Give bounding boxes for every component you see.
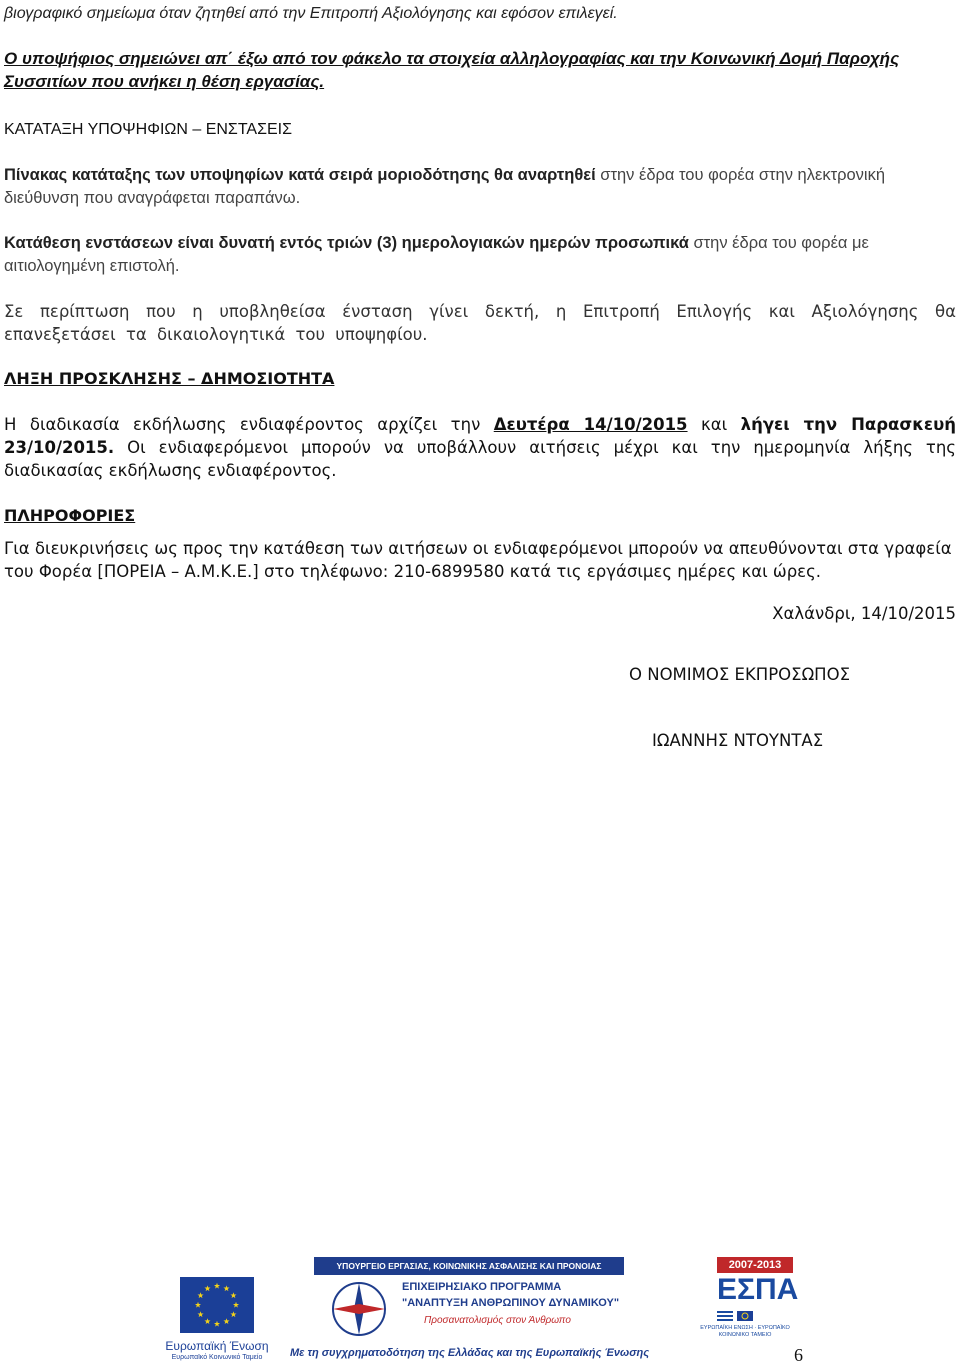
- place-date: Χαλάνδρι, 14/10/2015: [772, 604, 956, 623]
- program-motto: Προσανατολισμός στον Άνθρωπο: [424, 1315, 571, 1326]
- program-banner: [314, 1257, 624, 1341]
- continuation-line: βιογραφικό σημείωμα όταν ζητηθεί από την Επιτροπή Αξιολόγησης και εφόσον επιλεγεί.: [4, 5, 618, 22]
- info-heading: ΠΛΗΡΟΦΟΡΙΕΣ: [4, 506, 136, 525]
- expiry-text-c: και: [687, 415, 741, 434]
- ranking-paragraph-3: Σε περίπτωση που η υποβληθείσα ένσταση γίνει δεκτή, η Επιτροπή Επιλογής και Αξιολόγησης θα επανεξετάσει τα δικαιολογητικά του υποψηφίου.: [4, 302, 956, 344]
- info-paragraph: Για διευκρινήσεις ως προς την κατάθεση των αιτήσεων οι ενδιαφερόμενοι μπορούν να απευθύνονται στα γραφεία του Φορέα [ΠΟΡΕΙΑ – Α.Μ.Κ.Ε.] στο τηλέφωνο: 210-6899580 κατά τις εργάσιμες ημέρες και ώρες.: [4, 539, 952, 581]
- cofunding-line: Με τη συγχρηματοδότηση της Ελλάδας και της Ευρωπαϊκής Ένωσης: [290, 1347, 650, 1359]
- eu-label: Ευρωπαϊκή Ένωση: [165, 1339, 269, 1353]
- footer-logos: [0, 1255, 960, 1366]
- eu-logo: [158, 1275, 276, 1366]
- ministry-label: ΥΠΟΥΡΓΕΙΟ ΕΡΓΑΣΙΑΣ, ΚΟΙΝΩΝΙΚΗΣ ΑΣΦΑΛΙΣΗΣ ΚΑΙ ΠΡΟΝΟΙΑΣ: [314, 1257, 624, 1275]
- ranking-p1-bold: Πίνακας κατάταξης των υποψηφίων κατά σειρά μοριοδότησης θα αναρτηθεί: [4, 166, 596, 184]
- ranking-heading: ΚΑΤΑΤΑΞΗ ΥΠΟΨΗΦΙΩΝ – ΕΝΣΤΑΣΕΙΣ: [4, 121, 292, 138]
- expiry-heading: ΛΗΞΗ ΠΡΟΣΚΛΗΣΗΣ – ΔΗΜΟΣΙΟΤΗΤΑ: [4, 369, 335, 388]
- end-date: λήγει την Παρασκευή 23/10/2015.: [4, 415, 957, 457]
- ranking-paragraph-2: [4, 232, 956, 278]
- signatory-name: ΙΩΑΝΝΗΣ ΝΤΟΥΝΤΑΣ: [652, 731, 824, 750]
- expiry-paragraph: [4, 413, 956, 482]
- compass-icon: [320, 1279, 398, 1339]
- ranking-p2-rest: στην έδρα του φορέα με αιτιολογημένη επιστολή.: [4, 234, 869, 275]
- espa-sublabel: ΕΥΡΩΠΑΪΚΗ ΕΝΩΣΗ · ΕΥΡΩΠΑΪΚΟ ΚΟΙΝΩΝΙΚΟ ΤΑΜΕΙΟ: [700, 1325, 790, 1338]
- mail-notice: Ο υποψήφιος σημειώνει απ΄ έξω από τον φάκελο τα στοιχεία αλληλογραφίας και την Κοινωνική Δομή Παροχής Συσσιτίων που ανήκει η θέση εργασίας.: [4, 49, 900, 91]
- start-date: Δευτέρα 14/10/2015: [493, 415, 688, 434]
- ranking-p1-rest: στην έδρα του φορέα στην ηλεκτρονική διεύθυνση που αναγράφεται παραπάνω.: [4, 166, 885, 207]
- signatory-role: Ο ΝΟΜΙΜΟΣ ΕΚΠΡΟΣΩΠΟΣ: [629, 665, 851, 684]
- espa-name: ΕΣΠΑ: [717, 1273, 799, 1306]
- expiry-text-e: Οι ενδιαφερόμενοι μπορούν να υποβάλλουν αιτήσεις μέχρι και την ημερομηνία λήξης της διαδικασίας εκδήλωσης ενδιαφέροντος.: [4, 438, 956, 480]
- ranking-paragraph-1: [4, 164, 956, 210]
- program-title: ΕΠΙΧΕΙΡΗΣΙΑΚΟ ΠΡΟΓΡΑΜΜΑ: [402, 1281, 562, 1293]
- ranking-p2-bold: Κατάθεση ενστάσεων είναι δυνατή εντός τριών (3) ημερολογιακών ημερών προσωπικά: [4, 234, 689, 252]
- espa-years: 2007-2013: [717, 1257, 793, 1273]
- eu-flag-icon: [158, 1275, 276, 1337]
- flags-icon: [699, 1309, 795, 1323]
- page-number: 6: [794, 1345, 803, 1365]
- espa-logo: [695, 1257, 799, 1339]
- eu-sublabel: Ευρωπαϊκό Κοινωνικό Ταμείο: [171, 1354, 263, 1361]
- program-name: "ΑΝΑΠΤΥΞΗ ΑΝΘΡΩΠΙΝΟΥ ΔΥΝΑΜΙΚΟΥ": [402, 1297, 620, 1309]
- expiry-text-a: Η διαδικασία εκδήλωσης ενδιαφέροντος αρχίζει την: [4, 415, 494, 434]
